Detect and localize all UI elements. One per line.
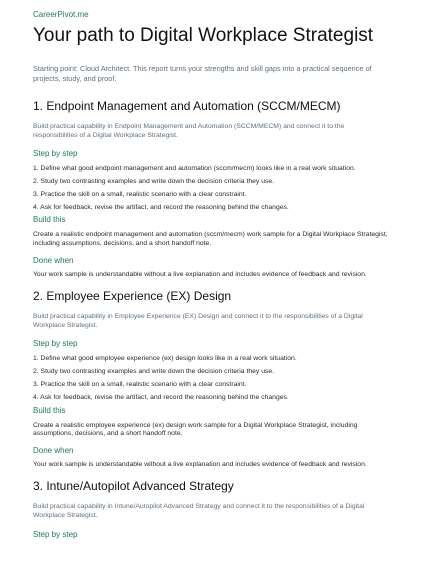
intro-text: Starting point: Cloud Architect. This report turns your strengths and skill gaps into a practical sequence of projects, study, and proof. xyxy=(33,64,372,83)
section-title: 1. Endpoint Management and Automation (SCCM/MECM) xyxy=(33,99,341,113)
step-item: 1. Define what good employee experience (ex) design looks like in a real work situation. xyxy=(33,355,297,363)
step-item: 4. Ask for feedback, revise the artifact, and record the reasoning behind the changes. xyxy=(33,203,289,211)
page-title: Your path to Digital Workplace Strategist xyxy=(33,25,374,46)
steps-list xyxy=(33,354,388,401)
step-item: 1. Define what good endpoint management and automation (sccm/mecm) looks like in a real work situation. xyxy=(33,165,356,173)
step-by-step-heading: Step by step xyxy=(33,529,78,539)
step-item: 3. Practice the skill on a small, realistic scenario with a clear constraint. xyxy=(33,380,247,388)
section-2 xyxy=(33,289,388,469)
build-this-heading: Build this xyxy=(33,215,66,225)
section-1 xyxy=(33,99,388,279)
step-item: 3. Practice the skill on a small, realistic scenario with a clear constraint. xyxy=(33,190,247,198)
brand-name: CareerPivot.me xyxy=(33,10,89,19)
done-when-heading: Done when xyxy=(33,445,74,455)
section-description: Build practical capability in Employee Experience (EX) Design and connect it to the responsibilities of a Digital Workplace Strategist. xyxy=(33,313,363,329)
build-this-heading: Build this xyxy=(33,405,66,415)
step-by-step-heading: Step by step xyxy=(33,339,78,349)
build-text: Create a realistic endpoint management and automation (sccm/mecm) work sample for a Digital Workplace Strategist, including assumptions, decisions, and a short handoff note. xyxy=(33,231,388,247)
section-title: 3. Intune/Autopilot Advanced Strategy xyxy=(33,479,234,494)
step-by-step-heading: Step by step xyxy=(33,149,78,159)
done-when-heading: Done when xyxy=(33,255,74,265)
done-text: Your work sample is understandable without a live explanation and includes evidence of feedback and revision. xyxy=(33,270,367,278)
section-description: Build practical capability in Endpoint Management and Automation (SCCM/MECM) and connect it to the responsibilities of a Digital Workplace Strategist. xyxy=(33,123,345,139)
step-item: 4. Ask for feedback, revise the artifact, and record the reasoning behind the changes. xyxy=(33,393,289,401)
step-item: 2. Study two contrasting examples and write down the decision criteria they use. xyxy=(33,177,275,185)
section-3 xyxy=(33,479,388,539)
done-text: Your work sample is understandable without a live explanation and includes evidence of feedback and revision. xyxy=(33,460,367,468)
section-description: Build practical capability in Intune/Autopilot Advanced Strategy and connect it to the responsibilities of a Digital Workplace Strategist. xyxy=(33,503,365,519)
section-title: 2. Employee Experience (EX) Design xyxy=(33,289,232,304)
build-text: Create a realistic employee experience (ex) design work sample for a Digital Workplace Strategist, including assumptions, decisions, and a short handoff note. xyxy=(33,421,358,438)
steps-list xyxy=(33,164,388,211)
step-item: 2. Study two contrasting examples and write down the decision criteria they use. xyxy=(33,368,275,376)
